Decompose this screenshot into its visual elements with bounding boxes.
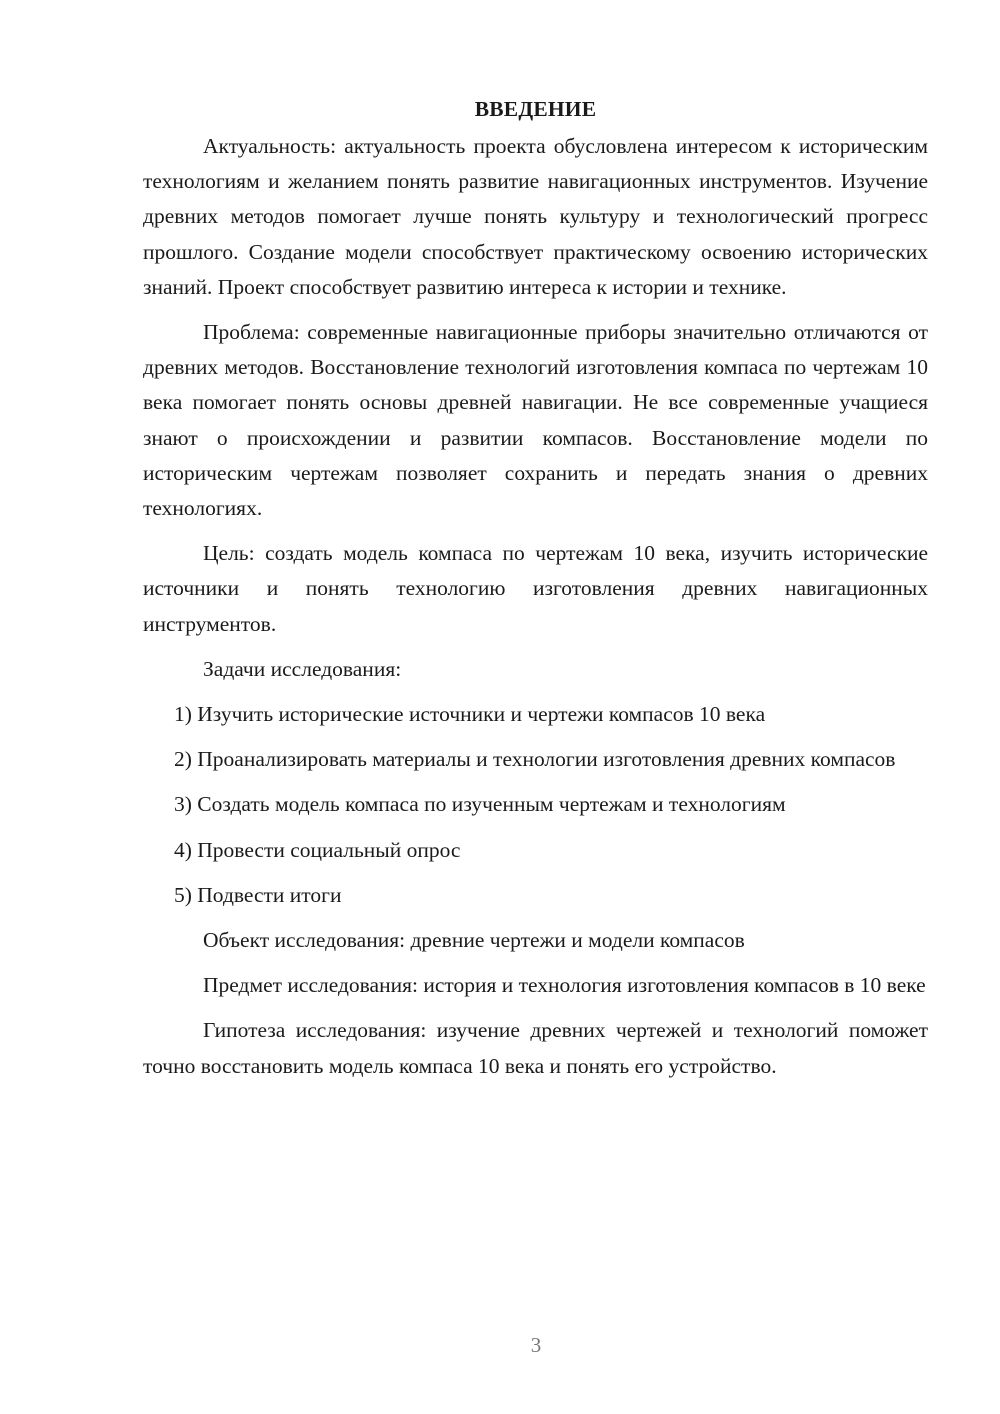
page-title: ВВЕДЕНИЕ bbox=[474, 97, 597, 121]
problem-paragraph: Проблема: современные навигационные приборы значительно отличаются от древних методов. Восстановление технологий изготовления компаса по чертежам 10 века помогает понять основы древней навигации. Не все современные учащиеся знают о происхождении и развитии компасов. Восстановление модели по историческим чертежам позволяет сохранить и передать знания о древних технологиях. bbox=[143, 320, 928, 521]
list-item: 3) Создать модель компаса по изученным чертежам и технологиям bbox=[174, 792, 786, 817]
list-item: 5) Подвести итоги bbox=[174, 882, 342, 907]
tasks-list bbox=[143, 697, 928, 913]
hypothesis-paragraph: Гипотеза исследования: изучение древних чертежей и технологий поможет точно восстановить модель компаса 10 века и понять его устройство. bbox=[143, 1018, 928, 1078]
subject-paragraph: Предмет исследования: история и технология изготовления компасов в 10 веке bbox=[203, 973, 926, 998]
relevance-paragraph: Актуальность: актуальность проекта обусловлена интересом к историческим технологиям и желанием понять развитие навигационных инструментов. Изучение древних методов помогает лучше понять культуру и технологический прогресс прошлого. Создание модели способствует практическому освоению исторических знаний. Проект способствует развитию интереса к истории и технике. bbox=[143, 134, 928, 299]
list-item: 2) Проанализировать материалы и технологии изготовления древних компасов bbox=[174, 747, 896, 772]
list-item: 1) Изучить исторические источники и чертежи компасов 10 века bbox=[174, 702, 766, 727]
document-page bbox=[143, 92, 928, 1084]
page-number: 3 bbox=[530, 1333, 542, 1357]
tasks-label: Задачи исследования: bbox=[203, 656, 402, 681]
goal-paragraph: Цель: создать модель компаса по чертежам 10 века, изучить исторические источники и понять технологию изготовления древних навигационных инструментов. bbox=[143, 541, 928, 636]
list-item: 4) Провести социальный опрос bbox=[174, 837, 461, 862]
object-paragraph: Объект исследования: древние чертежи и модели компасов bbox=[203, 928, 745, 953]
